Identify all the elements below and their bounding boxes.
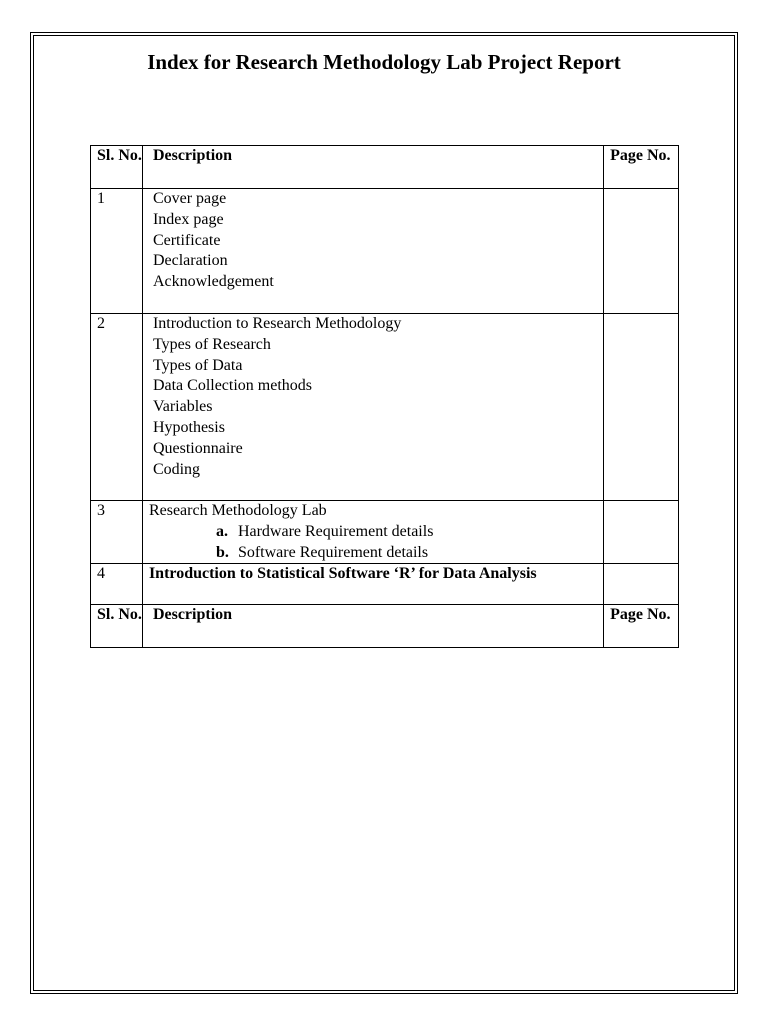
document-title: Index for Research Methodology Lab Project Report	[147, 50, 621, 74]
index-table	[90, 145, 679, 648]
sub-item-letter: b.	[215, 543, 229, 561]
table-row	[91, 501, 679, 564]
table-row	[91, 564, 679, 605]
row-sl-no: 1	[91, 189, 143, 314]
sub-list-item	[216, 543, 603, 564]
header-description: Description	[142, 146, 603, 189]
section-heading: Research Methodology Lab	[148, 502, 327, 519]
row-description: Introduction to Statistical Software ‘R’ for Data Analysis	[142, 564, 603, 605]
row-description	[142, 314, 603, 501]
table-row	[91, 314, 679, 501]
header-page-no: Page No.	[604, 146, 679, 189]
sub-item-text: Software Requirement details	[237, 543, 429, 561]
table-repeat-header-row	[91, 605, 679, 648]
row-description	[142, 501, 603, 564]
list-item: Introduction to Research Methodology	[152, 315, 402, 332]
row-sl-no: 2	[91, 314, 143, 501]
row-page-no	[604, 564, 679, 605]
table-header-row	[91, 146, 679, 189]
sub-list	[149, 522, 603, 564]
repeat-header-description: Description	[142, 605, 603, 648]
row-description	[142, 189, 603, 314]
repeat-header-page-no: Page No.	[604, 605, 679, 648]
list-item: Coding	[152, 460, 201, 478]
sub-item-text: Hardware Requirement details	[237, 522, 434, 540]
list-item: Cover page	[152, 190, 227, 207]
list-item: Certificate	[152, 231, 221, 249]
table-row	[91, 189, 679, 314]
row-page-no	[604, 501, 679, 564]
list-item: Types of Research	[152, 335, 271, 353]
repeat-header-sl-no: Sl. No.	[91, 605, 143, 648]
list-item: Data Collection methods	[152, 377, 313, 395]
list-item: Hypothesis	[152, 418, 225, 436]
row-sl-no: 3	[91, 501, 143, 564]
row-sl-no: 4	[91, 564, 143, 605]
header-sl-no: Sl. No.	[91, 146, 143, 189]
row-page-no	[604, 314, 679, 501]
list-item: Declaration	[152, 252, 228, 270]
list-item: Acknowledgement	[152, 273, 274, 291]
sub-list-item	[216, 522, 603, 543]
list-item: Index page	[152, 210, 224, 228]
list-item: Questionnaire	[152, 439, 243, 457]
list-item: Variables	[152, 398, 213, 416]
sub-item-letter: a.	[215, 522, 228, 540]
list-item: Types of Data	[152, 356, 243, 374]
row-page-no	[604, 189, 679, 314]
